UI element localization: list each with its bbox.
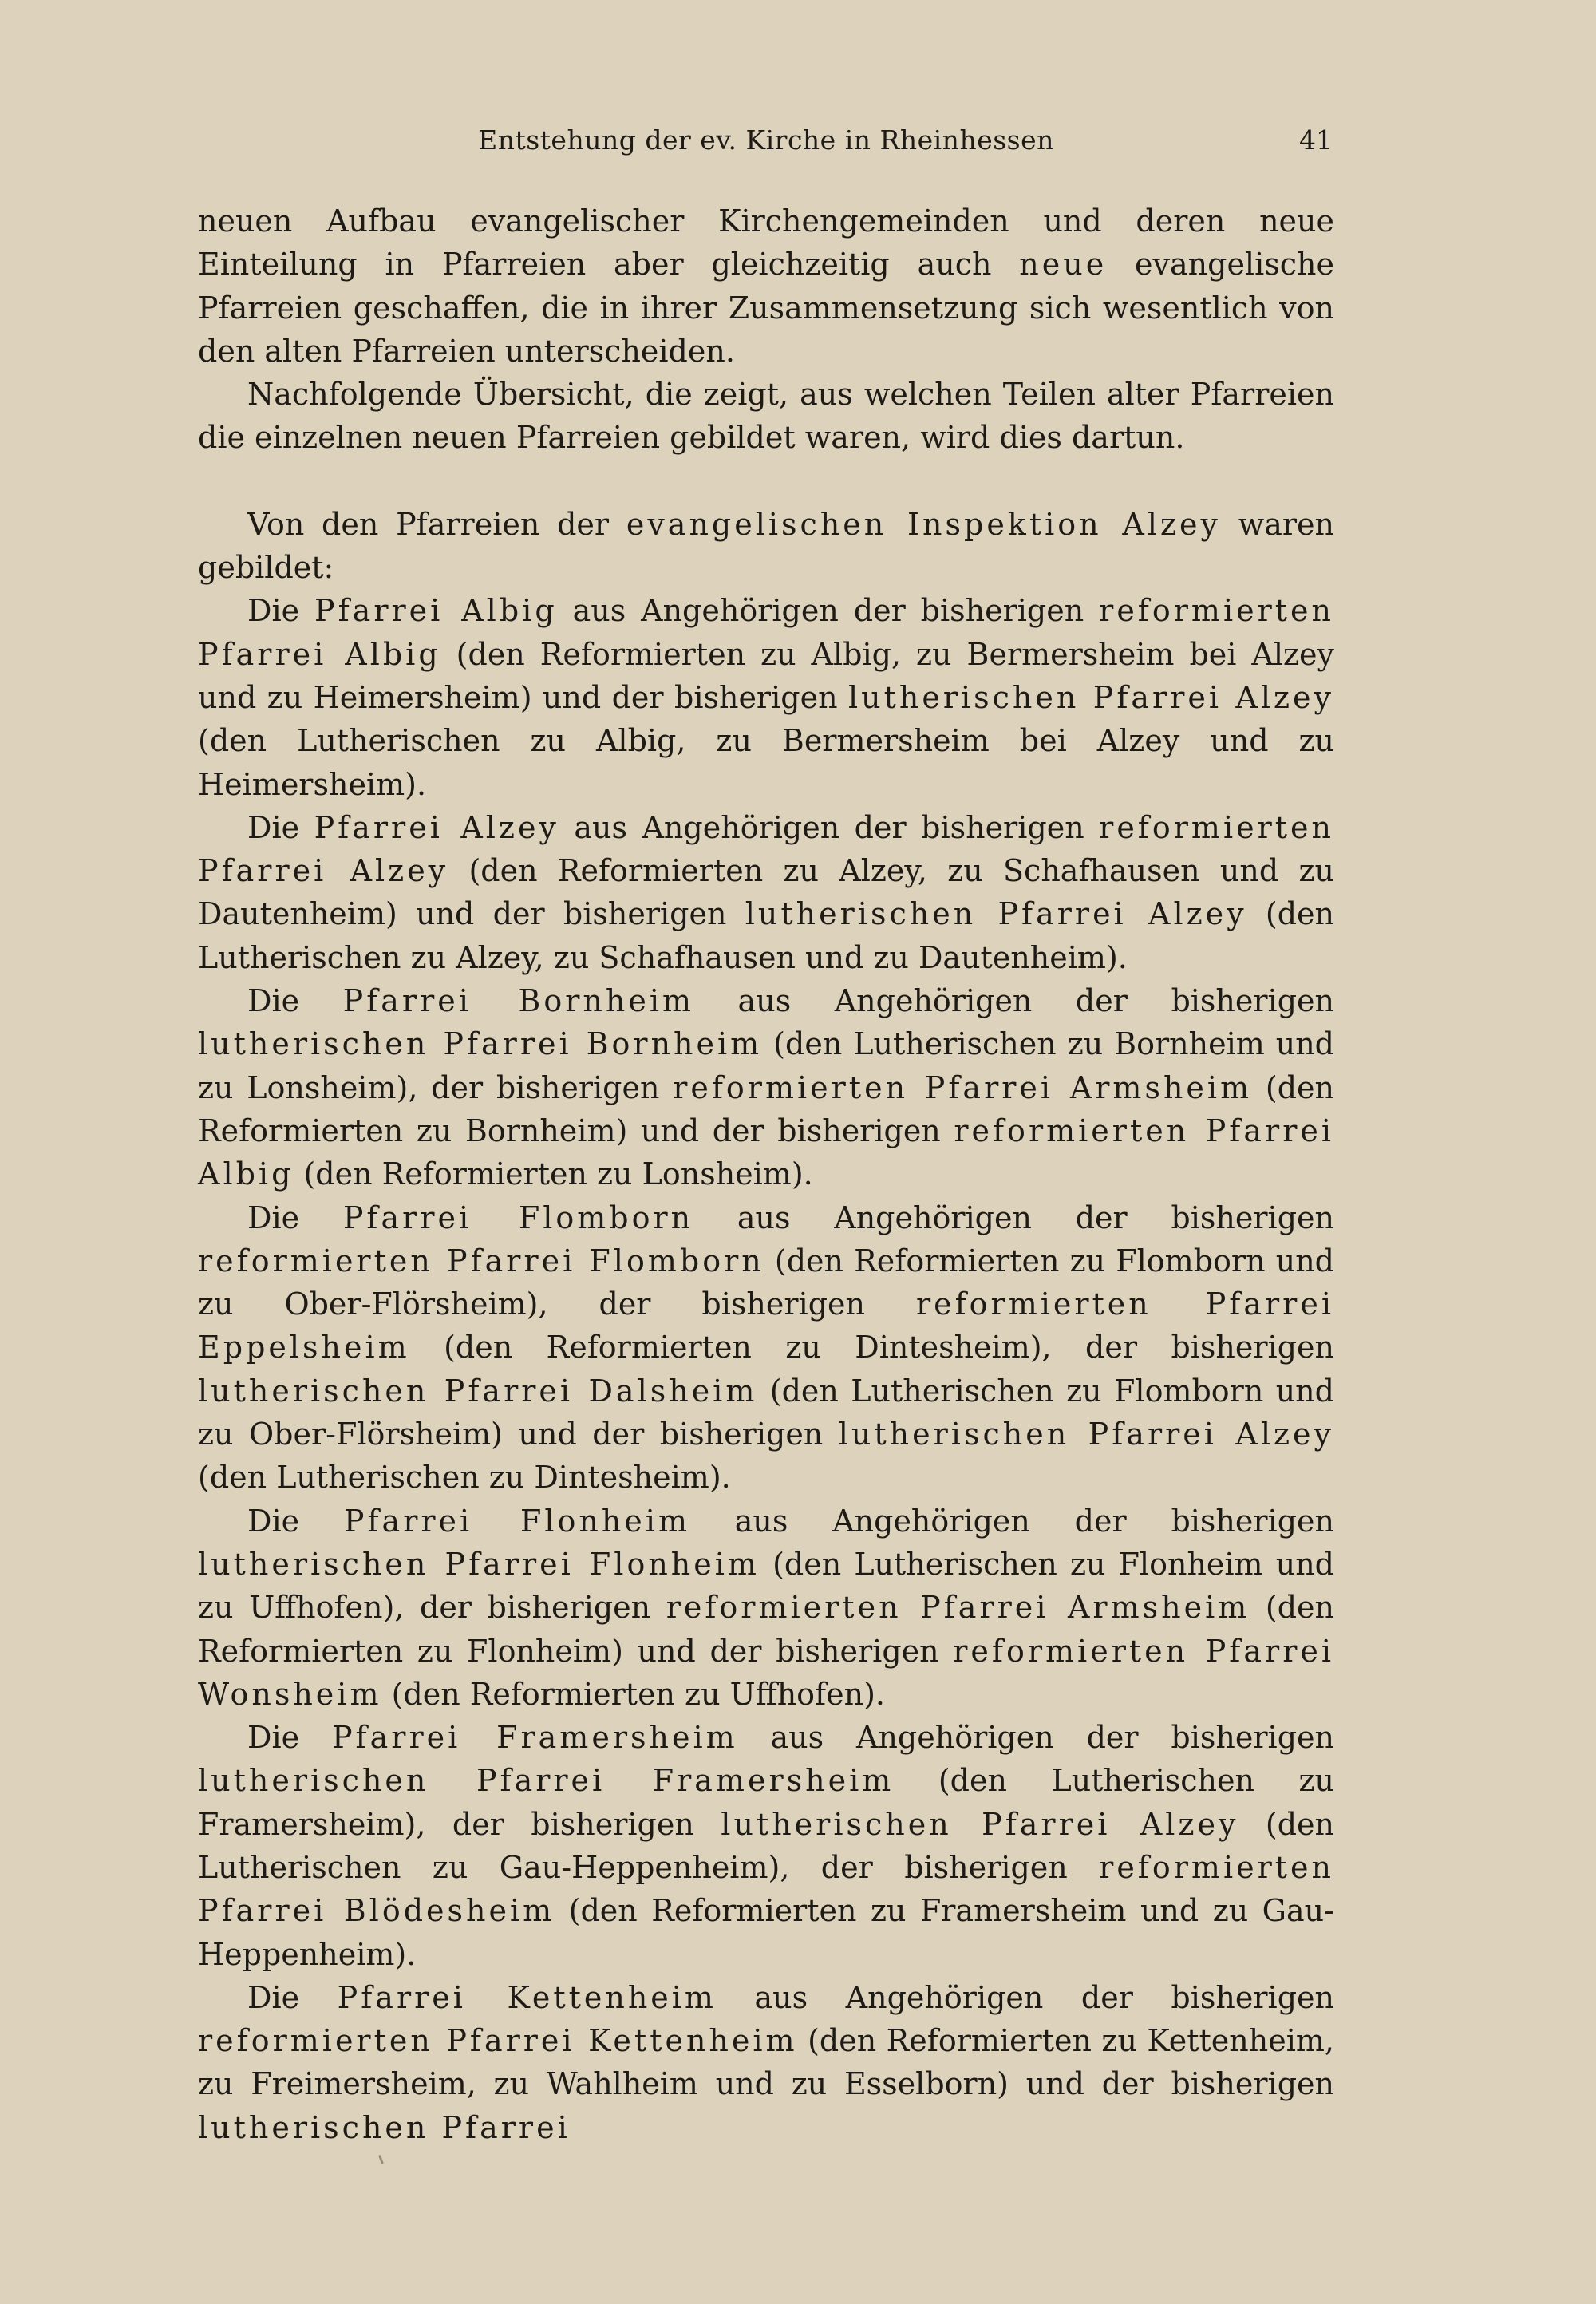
text-run: (den Lutherischen zu Gau-Heppenheim), der bisherigen [198,1806,1334,1885]
paragraph-pfarrei-flomborn [198,1196,1334,1500]
spaced-emphasis: lutherischen Pfarrei Alzey [847,679,1334,715]
text-run: aus Angehörigen der bisherigen [716,1979,1334,2015]
spaced-emphasis: Pfarrei Flomborn [342,1199,694,1235]
text-run: Die [247,593,315,629]
spaced-emphasis: reformierten Pfarrei Albig [198,593,1334,672]
text-run: (den Reformierten zu Alzey, zu Schafhausen und zu Dautenheim) und der bisherigen [198,853,1334,932]
spaced-emphasis: lutherischen Pfarrei [198,2109,571,2145]
spaced-emphasis: reformierten Pfarrei Eppelsheim [198,1286,1334,1365]
paper-speck [378,2155,384,2164]
text-run: (den Lutherischen zu Flomborn und zu Ober-Flörsheim) und der bisherigen [198,1373,1334,1452]
text-run: (den Lutherischen zu Flonheim und zu Uffhofen), der bisherigen [198,1546,1334,1626]
text-run: aus Angehörigen der bisherigen [693,1199,1334,1235]
spaced-emphasis: reformierten Pfarrei Flomborn [198,1243,764,1278]
body-text [198,200,1334,2149]
text-run: (den Lutherischen zu Bornheim und zu Lonsheim), der bisherigen [198,1026,1335,1105]
spaced-emphasis: reformierten Pfarrei Kettenheim [198,2023,798,2059]
text-run: (den Lutherischen zu Framersheim), der bisherigen [198,1763,1334,1842]
text-run: (den Reformierten zu Kettenheim, zu Freimersheim, zu Wahlheim und zu Esselborn) und der bisherigen [198,2023,1334,2102]
text-run: (den Reformierten zu Albig, zu Bermersheim bei Alzey und zu Heimersheim) und der bisherigen [198,636,1334,715]
spaced-emphasis: reformierten Pfarrei Albig [198,1112,1334,1192]
spaced-emphasis: Pfarrei Bornheim [342,983,695,1019]
text-run: aus Angehörigen der bisherigen [694,983,1334,1019]
text-run: (den Reformierten zu Flonheim) und der bisherigen [198,1590,1334,1669]
text-run: (den Lutherischen zu Albig, zu Bermersheim bei Alzey und zu Heimersheim). [198,723,1334,802]
paragraph-pfarrei-framersheim [198,1716,1334,1976]
page-number: 41 [1299,124,1333,156]
spaced-emphasis: Pfarrei Kettenheim [337,1979,717,2015]
spaced-emphasis: Pfarrei Albig [314,593,558,629]
spaced-emphasis: reformierten Pfarrei Wonsheim [198,1633,1334,1712]
spaced-emphasis: lutherischen Pfarrei Dalsheim [198,1373,758,1409]
text-run: (den Lutherischen zu Alzey, zu Schafhausen und zu Dautenheim). [198,896,1334,975]
paragraph-overview: Nachfolgende Übersicht, die zeigt, aus welchen Teilen alter Pfarreien die einzelnen neuen Pfarreien gebildet waren, wird dies dartun. [198,377,1334,456]
text-run: aus Angehörigen der bisherigen [559,809,1100,845]
spaced-emphasis: lutherischen Pfarrei Alzey [745,896,1247,932]
paragraph-pfarrei-bornheim [198,979,1334,1195]
spaced-emphasis: lutherischen Pfarrei Alzey [838,1417,1334,1452]
paragraph-pfarrei-alzey [198,806,1334,979]
spaced-emphasis: reformierten Pfarrei Armsheim [666,1590,1250,1626]
text-run: (den Reformierten zu Uffhofen). [381,1676,885,1712]
text-run: (den Reformierten zu Flomborn und zu Ober-Flörsheim), der bisherigen [198,1243,1335,1322]
text-run: Die [247,1720,332,1756]
running-head [200,124,1333,164]
text-run: evangelische Pfarreien geschaffen, die in ihrer Zusammensetzung sich wesentlich von den alten Pfarreien unterscheiden. [198,247,1334,369]
text-run: aus Angehörigen der bisherigen [689,1503,1334,1539]
text-run: (den Reformierten zu Bornheim) und der bisherigen [198,1069,1334,1148]
spaced-emphasis: reformierten Pfarrei Blödesheim [198,1849,1334,1929]
text-run: waren gebildet: [198,506,1335,586]
text-run: (den Reformierten zu Lonsheim). [294,1156,813,1192]
spaced-emphasis: lutherischen Pfarrei Alzey [721,1806,1239,1842]
spaced-emphasis: neue [1019,247,1108,283]
text-run: Die [247,1979,338,2015]
text-run: aus Angehörigen der bisherigen [557,593,1100,629]
text-run: Von den Pfarreien der [247,506,626,542]
text-run: Die [247,1503,344,1539]
text-run: (den Reformierten zu Dintesheim), der bisherigen [409,1330,1334,1365]
text-run: Die [247,809,314,845]
spaced-emphasis: reformierten Pfarrei Armsheim [673,1069,1253,1105]
paragraph-inspektion-alzey [198,503,1334,590]
running-title: Entstehung der ev. Kirche in Rheinhessen [478,124,1054,156]
text-run: Die [247,1199,343,1235]
text-run: (den Lutherischen zu Dintesheim). [198,1460,731,1496]
text-run: Die [247,983,343,1019]
spaced-emphasis: Pfarrei Framersheim [331,1720,738,1756]
paragraph-pfarrei-flonheim [198,1500,1334,1716]
spaced-emphasis: lutherischen Pfarrei Flonheim [198,1546,760,1582]
paragraph-pfarrei-kettenheim [198,1976,1334,2149]
text-run: (den Reformierten zu Framersheim und zu Gau-Heppenheim). [198,1893,1334,1972]
text-run: neuen Aufbau evangelischer Kirchengemeinden und deren neue Einteilung in Pfarreien aber gleichzeitig auch [198,204,1334,283]
spaced-emphasis: evangelischen Inspektion Alzey [626,506,1221,542]
spaced-emphasis: Pfarrei Flonheim [343,1503,690,1539]
spaced-emphasis: lutherischen Pfarrei Framersheim [198,1763,895,1799]
paragraph-pfarrei-albig [198,589,1334,805]
spaced-emphasis: Pfarrei Alzey [314,809,559,845]
spaced-emphasis: reformierten Pfarrei Alzey [198,809,1334,889]
paragraph-continuation [198,200,1334,373]
spaced-emphasis: lutherischen Pfarrei Bornheim [198,1026,763,1062]
text-run: aus Angehörigen der bisherigen [737,1720,1334,1756]
